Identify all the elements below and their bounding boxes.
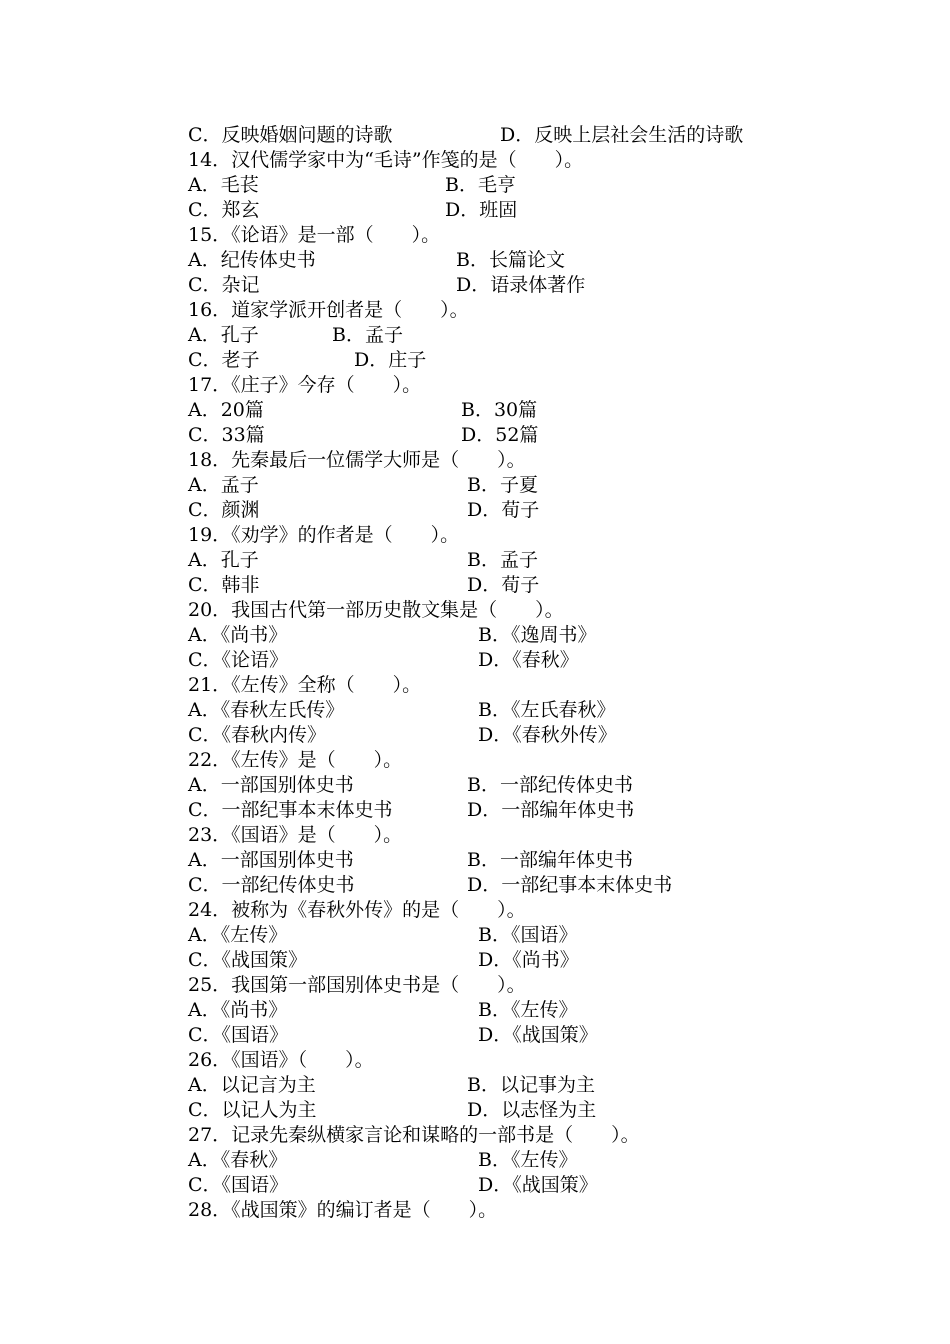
option-right: D．以志怪为主 [467,1099,597,1121]
option-left: C．颜渊 [188,499,260,521]
option-left: C．一部纪传体史书 [188,874,355,896]
option-right: B．《国语》 [478,924,578,946]
question-stem: 21．《左传》全称（ ）。 [188,674,422,696]
question-stem: 25．我国第一部国别体史书是（ ）。 [188,974,526,996]
option-right: D．《春秋》 [478,649,579,671]
question-stem: 19．《劝学》的作者是（ ）。 [188,524,460,546]
question-stem: 15．《论语》是一部（ ）。 [188,224,441,246]
question-stem: 18．先秦最后一位儒学大师是（ ）。 [188,449,526,471]
option-right: D．荀子 [467,574,540,596]
option-left: C．杂记 [188,274,260,296]
option-right: D．反映上层社会生活的诗歌 [500,124,744,146]
option-right: D．庄子 [354,349,427,371]
option-right: D．语录体著作 [456,274,586,296]
option-left: A．孔子 [188,324,259,346]
option-right: B．《左传》 [478,1149,578,1171]
option-left: A．孔子 [188,549,259,571]
option-left: A．《左传》 [188,924,288,946]
option-left: C．33篇 [188,424,265,446]
option-right: B．30篇 [461,399,538,421]
option-left: A．纪传体史书 [188,249,316,271]
option-right: D．一部编年体史书 [467,799,635,821]
option-left: A．20篇 [188,399,264,421]
option-left: C．《春秋内传》 [188,724,327,746]
question-stem: 22．《左传》是（ ）。 [188,749,403,771]
question-stem: 23．《国语》是（ ）。 [188,824,403,846]
option-right: D．《尚书》 [478,949,579,971]
option-right: B．孟子 [332,324,403,346]
option-left: C．以记人为主 [188,1099,317,1121]
option-left: A．毛苌 [188,174,259,196]
question-stem: 14．汉代儒学家中为“毛诗”作笺的是（ ）。 [188,149,584,171]
option-right: D．《春秋外传》 [478,724,617,746]
question-stem: 26．《国语》（ ）。 [188,1049,374,1071]
option-left: A．《尚书》 [188,999,288,1021]
option-left: A．孟子 [188,474,259,496]
option-right: D．荀子 [467,499,540,521]
option-right: D．52篇 [461,424,539,446]
question-stem: 17．《庄子》今存（ ）。 [188,374,422,396]
option-left: A．以记言为主 [188,1074,316,1096]
option-right: B．一部编年体史书 [467,849,633,871]
option-right: B．以记事为主 [467,1074,595,1096]
option-right: D．一部纪事本末体史书 [467,874,673,896]
option-left: C．老子 [188,349,260,371]
option-right: B．《左氏春秋》 [478,699,616,721]
option-right: D．《战国策》 [478,1024,598,1046]
option-right: B．长篇论文 [456,249,565,271]
option-left: A．《尚书》 [188,624,288,646]
option-right: B．《逸周书》 [478,624,597,646]
option-left: C．《国语》 [188,1174,289,1196]
question-stem: 16．道家学派开创者是（ ）。 [188,299,469,321]
option-right: D．《战国策》 [478,1174,598,1196]
option-left: A．一部国别体史书 [188,774,354,796]
option-left: A．一部国别体史书 [188,849,354,871]
option-right: B．《左传》 [478,999,578,1021]
option-left: C．《战国策》 [188,949,308,971]
question-stem: 27．记录先秦纵横家言论和谋略的一部书是（ ）。 [188,1124,640,1146]
option-right: D．班固 [445,199,518,221]
option-right: B．孟子 [467,549,538,571]
option-right: B．一部纪传体史书 [467,774,633,796]
option-left: C．反映婚姻问题的诗歌 [188,124,393,146]
option-left: C．《国语》 [188,1024,289,1046]
option-left: A．《春秋》 [188,1149,288,1171]
option-right: B．毛亨 [445,174,516,196]
option-left: C．一部纪事本末体史书 [188,799,393,821]
option-left: A．《春秋左氏传》 [188,699,345,721]
option-right: B．子夏 [467,474,538,496]
option-left: C．郑玄 [188,199,260,221]
question-stem: 20．我国古代第一部历史散文集是（ ）。 [188,599,564,621]
option-left: C．韩非 [188,574,260,596]
option-left: C．《论语》 [188,649,289,671]
question-stem: 28．《战国策》的编订者是（ ）。 [188,1199,498,1221]
question-stem: 24．被称为《春秋外传》的是（ ）。 [188,899,526,921]
